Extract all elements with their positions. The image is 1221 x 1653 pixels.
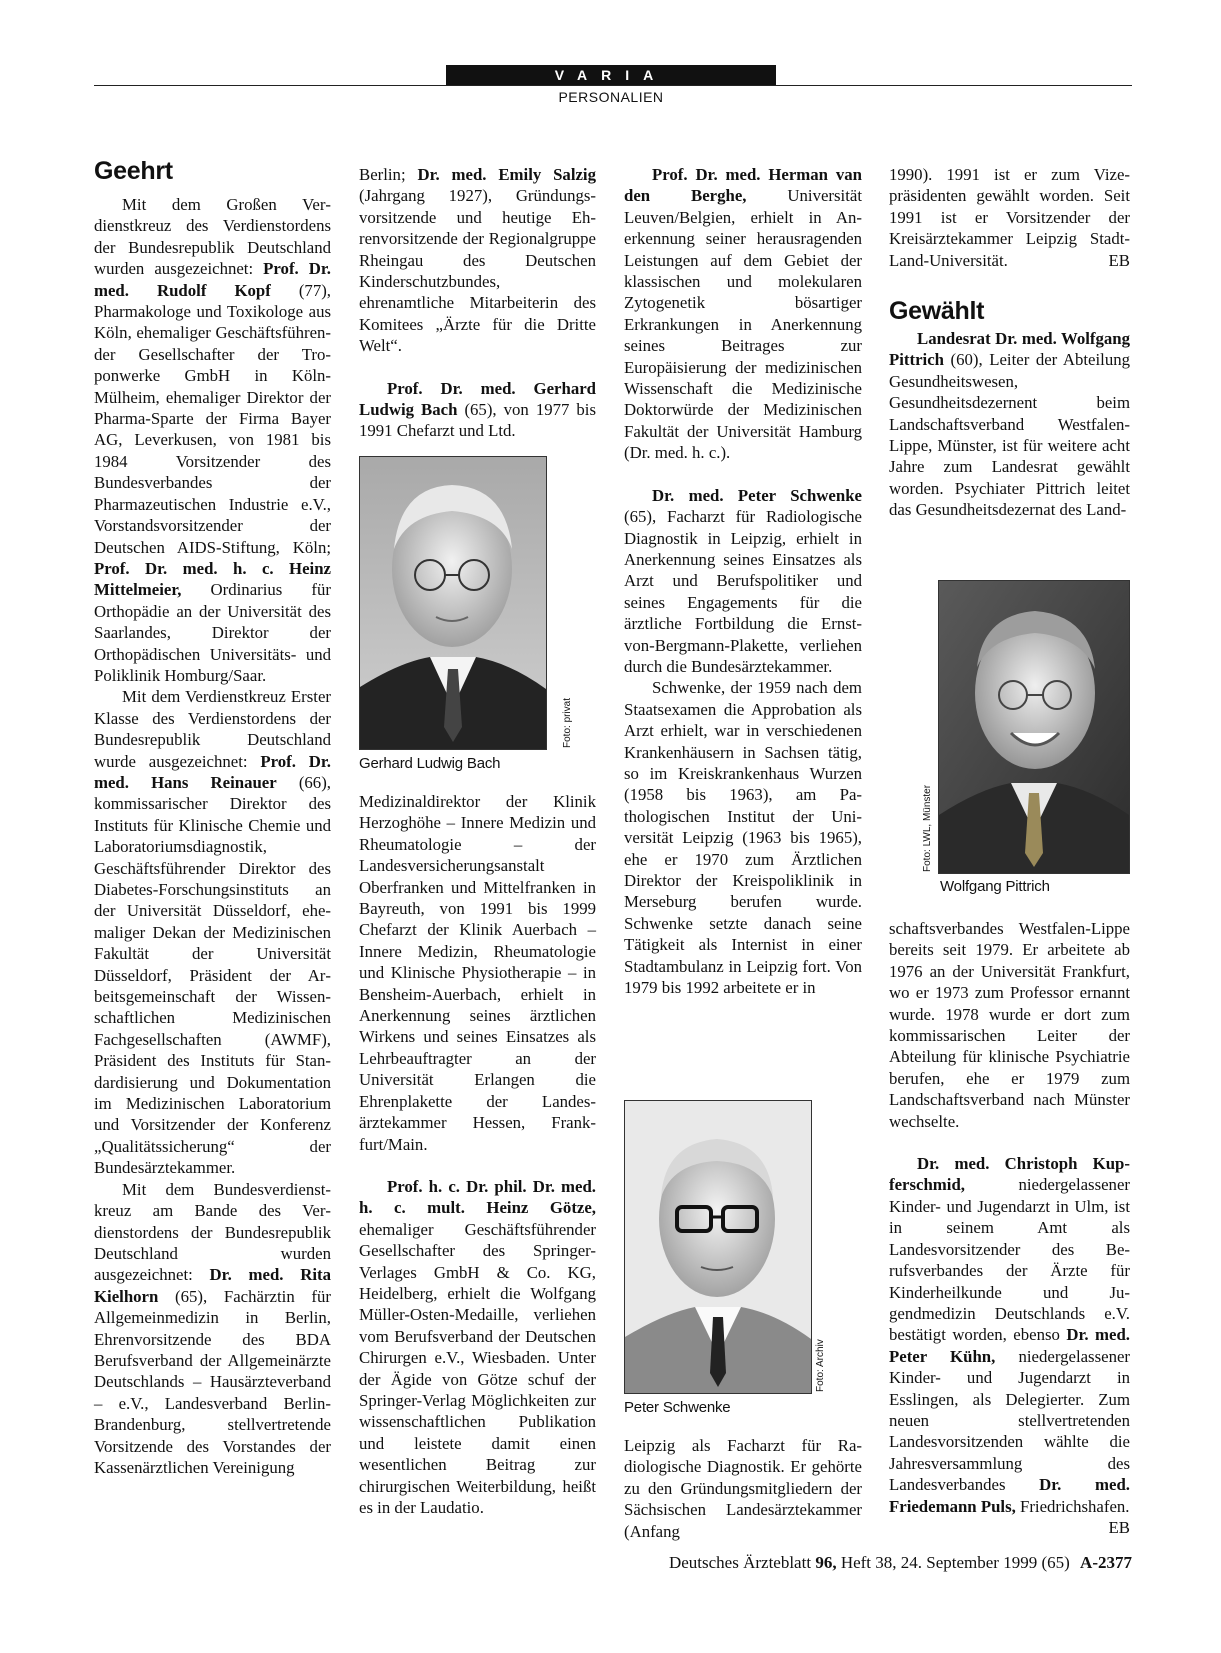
person-name: Prof. Dr. med. Herman van den Berghe, bbox=[624, 165, 862, 206]
paragraph: Medizinaldirektor der Klinik Herzoghöhe – Innere Medizin und Rheumatologie – der Landesversicherungsanstalt Oberfranken und Mittelfranken in Bayreuth, von 1991 bis 1999 Chefarzt der Klinik Auerbach – Innere Medizin, Rheumatologie und Klinische Physiotherapie – in Bensheim-Auerbach, erhielt in Anerkennung seines ärztlichen Wirkens und seines Einsatzes als Lehrbeauftragter an der Universität Erlangen die Ehrenplakette der Landesärztekammer Hessen, Frankfurt/Main. bbox=[359, 792, 596, 1154]
text: Friedrichshafen. bbox=[1015, 1496, 1130, 1516]
photo-peter-schwenke bbox=[624, 1100, 812, 1394]
paragraph bbox=[359, 378, 596, 442]
text: 1990). 1991 ist er zum Vizepräsidenten gewählt worden. Seit 1991 ist er Vorsitzender der Kreisärztekammer Leipzig Stadt-Land-Universität. bbox=[889, 165, 1130, 270]
text: niedergelassener Kinder- und Jugendarzt in Esslingen, als Delegierter. Zum neuen stellvertretenden Landesvorsitzenden wählte die Jahresversammlung des Landesverbandes bbox=[889, 1346, 1130, 1495]
column-1 bbox=[94, 156, 331, 1478]
person-name: Prof. Dr. med. Hans Reinauer bbox=[94, 751, 331, 792]
person-name: Dr. med. Rita Kielhorn bbox=[94, 1265, 332, 1306]
issue-info: Heft 38, 24. September 1999 (65) bbox=[840, 1553, 1070, 1572]
text: (65), Fachärztin für Allgemeinmedizin in Berlin, Ehrenvorsitzende des BDA Berufsverband der Allgemeinärzte Deutschlands – Hausärzteverband – e.V., Landesverband Berlin-Brandenburg, stellvertretende Vorsitzende des Vorstandes der Kassenärztlichen Vereinigung bbox=[94, 1286, 331, 1477]
text: niedergelassener Kinder- und Jugendarzt in Ulm, ist in seinem Amt als Landesvorsitzender des Berufsverbandes der Ärzte für Kinderheilkunde und Jugendmedizin Deutschlands e.V. bestätigt worden, ebenso bbox=[889, 1175, 1130, 1345]
paragraph bbox=[359, 164, 596, 357]
paragraph bbox=[359, 1176, 596, 1519]
paragraph bbox=[889, 1153, 1130, 1537]
person-name: Dr. med. Peter Schwenke bbox=[652, 485, 862, 505]
paragraph bbox=[889, 328, 1130, 521]
text: (77), Pharmakologe und Toxikologe aus Köln, ehemaliger Geschäftsführender Gesellschafter der Troponwerke GmbH in Köln-Mülheim, ehemaliger Direktor der Pharma-Sparte der Firma Bayer AG, Leverkusen, von 1981 bis 1984 Vorsitzender des Bundesverbandes der Pharmazeutischen Industrie e.V., Vorstandsvorsitzender der Deutschen AIDS-Stiftung, Köln; bbox=[94, 280, 331, 557]
column-3 bbox=[624, 164, 862, 998]
text: Berlin; bbox=[359, 165, 418, 184]
photo-credit: Foto: privat bbox=[562, 697, 573, 748]
volume: 96, bbox=[815, 1553, 837, 1572]
paragraph bbox=[94, 1179, 331, 1479]
heading-geehrt: Geehrt bbox=[94, 157, 173, 185]
paragraph bbox=[94, 686, 331, 1178]
paragraph bbox=[624, 164, 862, 464]
text: (Jahrgang 1927), Gründungsvorsitzende und heutige Ehrenvorsitzende der Regionalgruppe Rheingau des Deutschen Kinderschutzbundes, ehrenamtliche Mitarbeiterin des Komitees „Ärzte für die Dritte Welt“. bbox=[359, 186, 596, 356]
column-2 bbox=[359, 164, 596, 442]
paragraph: Schwenke, der 1959 nach dem Staatsexamen die Approbation als Arzt erhielt, war in verschiedenen Krankenhäusern in Sachsen tätig, so im Kreiskrankenhaus Wurzen (1958 bis 1963), am Pathologischen Institut der Universität Leipzig (1963 bis 1965), ehe er 1970 zum Ärztlichen Direktor der Kreispoliklinik in Merseburg berufen wurde. Schwenke setzte danach seine Tätigkeit als Internist in einer Stadtambulanz in Leipzig fort. Von 1979 bis 1992 arbeitete er in bbox=[624, 678, 862, 998]
column-4 bbox=[889, 164, 1130, 521]
photo-caption: Wolfgang Pittrich bbox=[940, 878, 1050, 895]
paragraph: Leipzig als Facharzt für Radiologische Diagnostik. Er gehörte zu den Gründungsmitgliedern der Sächsischen Landesärztekammer (Anfang bbox=[624, 1436, 862, 1541]
person-name: Prof. Dr. med. Rudolf Kopf bbox=[94, 259, 331, 300]
photo-caption: Gerhard Ludwig Bach bbox=[359, 755, 501, 772]
paragraph bbox=[889, 164, 1130, 271]
person-name: Prof. Dr. med. Gerhard Ludwig Bach bbox=[359, 378, 596, 420]
header-rule bbox=[94, 85, 1132, 86]
text: (66), kommissarischer Direktor des Instituts für Klinische Chemie und Laboratoriumsdiagnostik, Geschäftsführender Direktor des Diabetes-Forschungsinstituts an der Universität Düsseldorf, ehemaliger Dekan der Medizinischen Fakultät der Universität Düsseldorf, Präsident der Arbeitsgemeinschaft der Wissenschaftlichen Medizinischen Fachgesellschaften (AWMF), Präsident des Instituts für Standardisierung und Dokumentation im Medizinischen Laboratorium und Vorsitzender der Konferenz „Qualitätssicherung“ der Bundesärztekammer. bbox=[94, 772, 331, 1178]
text: (60), Leiter der Abteilung Gesundheitswesen, Gesundheitsdezernent beim Landschaftsverband Westfalen-Lippe, Münster, ist für weitere acht Jahre zum Landesrat gewählt worden. Psychiater Pittrich leitet das Gesundheitsdezernat des Land- bbox=[889, 350, 1130, 520]
photo-credit: Foto: Archiv bbox=[815, 1339, 826, 1392]
text: Mit dem Bundesverdienstkreuz am Bande des Verdienstordens der Bundesrepublik Deutschland wurden ausgezeichnet: bbox=[94, 1179, 331, 1285]
page-footer bbox=[669, 1553, 1132, 1573]
paragraph bbox=[624, 485, 862, 678]
column-4-lower bbox=[889, 918, 1130, 1538]
text: Mit dem Verdienstkreuz Erster Klasse des Verdienstordens der Bundesrepublik Deutschland wurde ausgezeichnet: bbox=[94, 687, 331, 771]
person-name: Dr. med. Christoph Kupferschmid, bbox=[889, 1154, 1130, 1195]
photo-gerhard-ludwig-bach bbox=[359, 456, 547, 750]
author-sign: EB bbox=[1108, 250, 1130, 270]
photo-wolfgang-pittrich bbox=[938, 580, 1130, 874]
text: ehemaliger Geschäftsführender Gesellschafter des Springer-Verlages GmbH & Co. KG, Heidelberg, erhielt die Wolfgang Müller-Osten-Medaille, verliehen vom Berufsverband der Deutschen Chirurgen e.V., Wiesbaden. Unter der Ägide von Götze schuf der Springer-Verlag Möglichkeiten zur wissenschaftlichen Publikation und leistete damit einen wesentlichen Beitrag zur chirurgischen Weiterbildung, heißt es in der Laudatio. bbox=[359, 1219, 596, 1517]
photo-credit: Foto: LWL, Münster bbox=[922, 784, 933, 872]
text: Mit dem Großen Verdienstkreuz des Verdienstordens der Bundesrepublik Deutschland wurden ausgezeichnet: bbox=[94, 195, 331, 279]
text: (65), von 1977 bis 1991 Chefarzt und Ltd. bbox=[359, 400, 596, 441]
paragraph bbox=[94, 194, 331, 686]
author-sign: EB bbox=[1108, 1517, 1130, 1537]
person-name: Dr. med. Peter Kühn, bbox=[889, 1325, 1130, 1366]
person-name: Landesrat Dr. med. Wolfgang Pittrich bbox=[889, 329, 1130, 370]
photo-caption: Peter Schwenke bbox=[624, 1399, 731, 1416]
page-number: A-2377 bbox=[1080, 1553, 1132, 1572]
person-name: Prof. h. c. Dr. phil. Dr. med. h. c. mult. Heinz Götze, bbox=[359, 1176, 596, 1218]
text: Universität Leuven/Belgien, erhielt in Anerkennung seiner herausragenden Leistungen auf dem Gebiet der klassischen und molekularen Zytogenetik bösartiger Erkrankungen in Anerkennung seines Beitrages zur Europäisierung der medizinischen Wissenschaft die Medizinische Doktorwürde der Medizinischen Fakultät der Universität Hamburg (Dr. med. h. c.). bbox=[624, 186, 862, 463]
person-name: Dr. med. Friedemann Puls, bbox=[889, 1475, 1130, 1516]
column-2-lower bbox=[359, 791, 596, 1518]
heading-gewaehlt: Gewählt bbox=[889, 297, 985, 326]
column-3-lower bbox=[624, 1435, 862, 1542]
person-name: Dr. med. Emily Salzig bbox=[417, 165, 596, 184]
rubric-label: PERSONALIEN bbox=[558, 89, 664, 105]
journal-name: Deutsches Ärzteblatt bbox=[668, 1553, 812, 1572]
text: (65), Facharzt für Radiologische Diagnostik in Leipzig, erhielt in Anerkennung seines Einsatzes als Arzt und Berufspolitiker und seines Engagements für die ärztliche Fortbildung die Ernst-von-Bergmann-Plakette, verliehen durch die Bundesärztekammer. bbox=[624, 507, 862, 676]
text: Ordinarius für Orthopädie an der Universität des Saarlandes, Direktor der Orthopädischen Universitäts- und Poliklinik Homburg/Saar. bbox=[94, 580, 331, 685]
section-label: VARIA bbox=[446, 65, 776, 85]
paragraph: schaftsverbandes Westfalen-Lippe bereits seit 1979. Er arbeitete ab 1976 an der Universität Frankfurt, wo er 1973 zum Professor ernannt wurde. 1978 wurde er dort zum kommissarischen Leiter der Abteilung für klinische Psychiatrie berufen, ehe er 1979 zum Landschaftsverband nach Münster wechselte. bbox=[889, 919, 1130, 1131]
person-name: Prof. Dr. med. h. c. Heinz Mittelmeier, bbox=[94, 558, 331, 600]
